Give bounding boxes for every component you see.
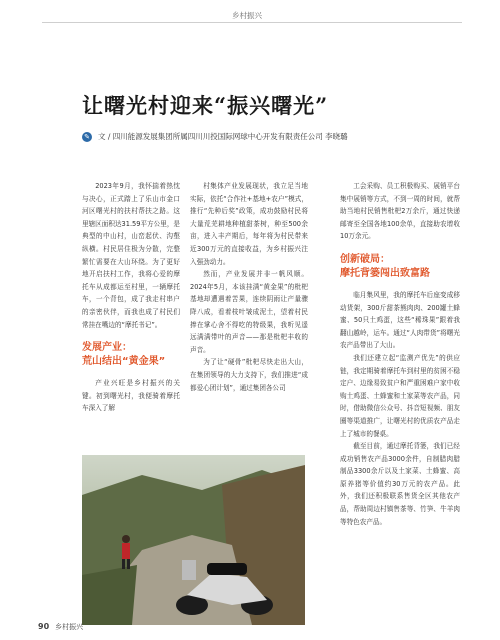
header-divider (42, 22, 462, 23)
page-footer (38, 622, 83, 632)
column-1 (82, 180, 180, 415)
page-number: 90 (38, 622, 50, 631)
subheading-1: 发展产业： 荒山结出“黄金果” (82, 342, 166, 368)
subheading-2: 创新破局： 摩托背篓闯出致富路 (340, 253, 430, 279)
paragraph: 工会采购、员工积极购买、展销平台集中展销等方式，不到一周的时间，就帮助当地村民销售枇杷2万余斤，通过快递邮寄至全国各地100余单，直接助农增收10万余元。 (340, 182, 460, 241)
column-3 (340, 180, 460, 528)
column-2 (190, 180, 308, 394)
section-tag: 乡村振兴 (232, 11, 262, 20)
byline: 文 / 四川能源发展集团所属四川川投国际网球中心开发有限责任公司 李晓璐 (98, 132, 348, 141)
paragraph: 村集体产业发展现状，我立足当地实际，依托“合作社+基地+农户”模式，推行“先种后奖”政策，成功鼓励村民将大量荒芜耕地种植甜茶树，种至500余亩，进入丰产期后，每年将为村民带来近300万元的直接收益，为乡村振兴注入强劲动力。 (190, 182, 308, 266)
pen-icon: ✎ (82, 132, 92, 142)
article-title: 让曙光村迎来“振兴曙光” (82, 93, 329, 118)
paragraph: 产业兴旺是乡村振兴的关键。初到曙光村，我便骑着摩托车深入了解 (82, 379, 180, 413)
photo-illustration (82, 455, 305, 625)
magazine-name: 乡村振兴 (55, 623, 84, 631)
paragraph: 2023年9月，我怀揣着热忱与决心，正式踏上了乐山市金口河区曙光村的扶村帮扶之路。这里辖区面积达31.59平方公里，是典型的中山村，山峦起伏、沟壑纵横。村民居住极为分散，完整繁忙需要在大山环绕。为了更好地开启扶村工作，我将心爱的摩托车从成都运至村里，一辆摩托车，一个背包，成了我走村串户的亲密伙伴，而我也成了村民们常挂在嘴边的“摩托书记”。 (82, 182, 181, 329)
article-photo (82, 455, 305, 625)
paragraph: 临月集风里，我的摩托车后座变成移动货架，300斤甜茶熊肉肉、200罐土蜂蜜、50只土鸡蛋，这些“稀珠果”跟着我翻山越岭，运车。通过“人肉带货”将曙光农产品带出了大山。 (340, 290, 460, 350)
paragraph: 然而，产业发展并非一帆风顺。2024年5月，本该挂满“黄金果”的枇杷基地却遭遇着苦果，连续阴雨让产量骤降八成，看着枝叶皱成泥土，望着村民捧在掌心舍不得吃的特级果，我听见遥远满满带叶的声音——那是枇杷丰收的声音。 (190, 270, 308, 354)
paragraph: 截至目前，通过摩托背篓，我们已经成功销售农产品3000余件，自制腊肉腊制品3300余斤以及土家菜、土蜂蜜、高原养猪等价值约30万元的农产品。此外，我们还积极联系售货全区其他农产品，帮助周边村镇售茶等、竹笋、牛羊肉等特色农产品。 (340, 442, 460, 526)
paragraph: 我们还建立起“监测产优先”的供应链，我定期骑着摩托车到村里的贫困不稳定户、边缘易致贫户和严重困难户家中收购土鸡蛋、土蜂蜜和土家菜等农产品，同时，借助微信公众号、抖音短视频、朋友圈等渠道推广，让曙光村的优质农产品走上了城市的餐桌。 (340, 353, 460, 438)
paragraph: 为了让“硬骨”枇杷尽快走出大山，在集团领导的大力支持下，我们推进“成都爱心团计划”，通过集团各公司 (190, 358, 308, 392)
byline-row (82, 131, 348, 142)
